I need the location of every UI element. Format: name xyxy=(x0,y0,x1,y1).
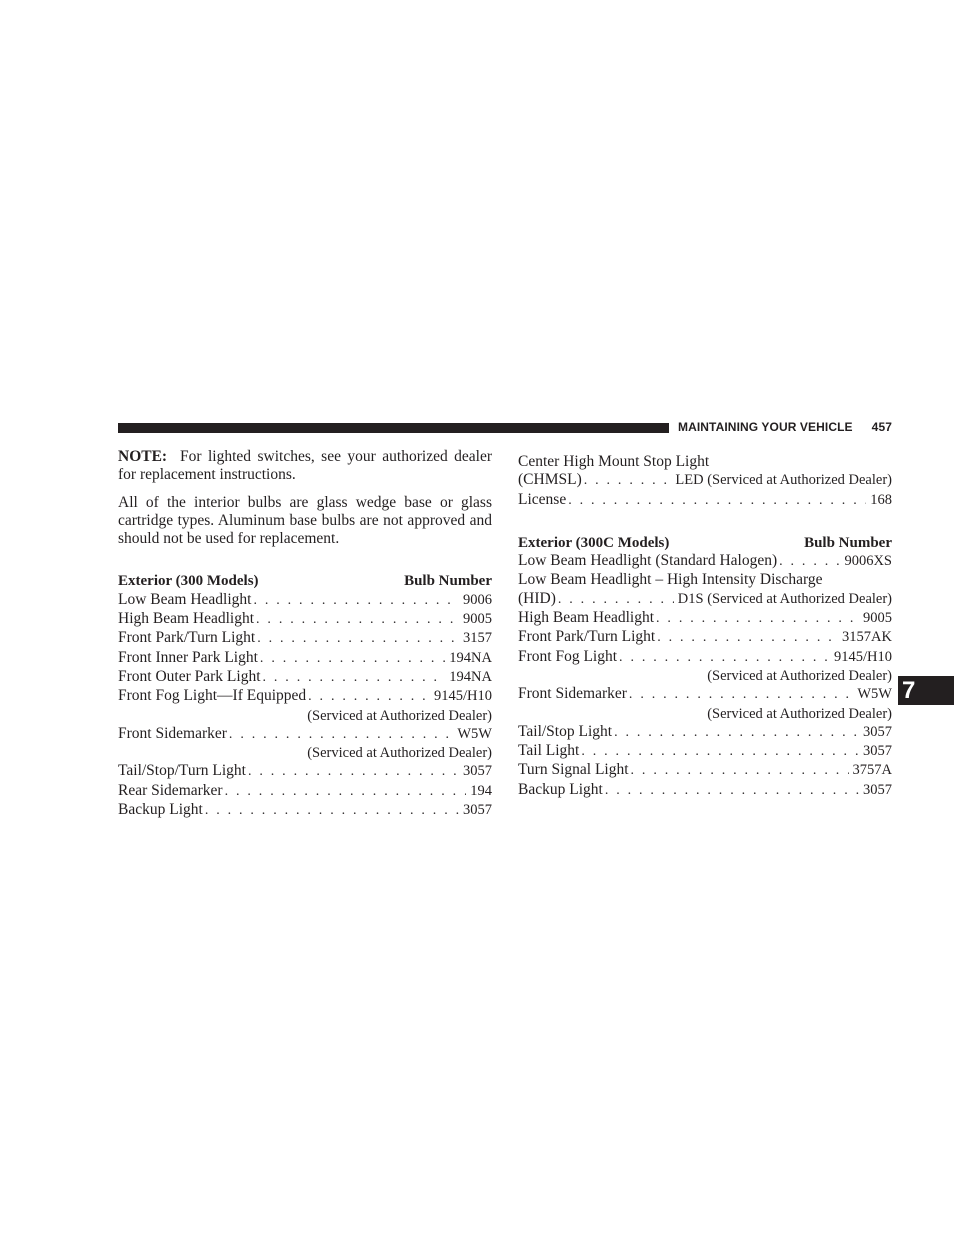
section-title: MAINTAINING YOUR VEHICLE xyxy=(678,420,853,434)
page-number: 457 xyxy=(871,420,892,434)
leader-dots xyxy=(581,743,859,761)
running-header xyxy=(678,420,892,434)
list-item xyxy=(118,668,492,687)
hid-line: Low Beam Headlight – High Intensity Discharge xyxy=(518,571,823,589)
leader-dots xyxy=(584,472,672,490)
leader-dots xyxy=(263,669,446,687)
item-label: High Beam Headlight xyxy=(118,610,255,628)
item-label: Front Sidemarker xyxy=(518,685,627,703)
list-item xyxy=(518,742,892,761)
item-label: (HID) xyxy=(518,589,556,607)
leader-dots xyxy=(568,492,866,510)
exterior-300-list xyxy=(118,591,492,821)
table-title: Exterior (300C Models) xyxy=(518,534,670,551)
leader-dots xyxy=(605,782,859,800)
item-value: D1S (Serviced at Authorized Dealer) xyxy=(677,590,892,607)
leader-dots xyxy=(253,592,459,610)
item-value: 9145/H10 xyxy=(434,688,492,705)
list-item xyxy=(118,782,492,801)
leader-dots xyxy=(205,802,459,820)
item-value: 9006 xyxy=(463,591,492,608)
leader-dots xyxy=(614,724,859,742)
item-value: 3157 xyxy=(463,630,492,647)
item-note: (Serviced at Authorized Dealer) xyxy=(707,667,892,684)
list-item xyxy=(118,629,492,648)
item-label: High Beam Headlight xyxy=(518,609,655,627)
item-label: Low Beam Headlight xyxy=(118,590,252,608)
table-title: Exterior (300 Models) xyxy=(118,573,259,590)
leader-dots xyxy=(619,649,830,667)
note-paragraph xyxy=(118,448,492,485)
item-value: 3057 xyxy=(863,723,892,740)
leader-dots xyxy=(256,611,459,629)
item-label: Front Park/Turn Light xyxy=(118,629,256,647)
item-label: Tail/Stop/Turn Light xyxy=(118,762,246,780)
item-label: Backup Light xyxy=(118,801,203,819)
item-label: Turn Signal Light xyxy=(518,761,629,779)
item-value: 9145/H10 xyxy=(834,648,892,665)
list-item xyxy=(518,471,892,490)
list-item xyxy=(518,552,892,571)
list-item xyxy=(118,649,492,668)
item-label: Backup Light xyxy=(518,780,603,798)
item-note: (Serviced at Authorized Dealer) xyxy=(707,705,892,722)
item-label: Low Beam Headlight (Standard Halogen) xyxy=(518,552,778,570)
list-item xyxy=(518,609,892,628)
header-rule xyxy=(118,423,669,433)
list-item xyxy=(518,590,892,609)
chmsl-line: Center High Mount Stop Light xyxy=(518,453,710,470)
item-value: 194NA xyxy=(449,649,492,666)
list-item xyxy=(518,628,892,647)
item-value: 194NA xyxy=(449,668,492,685)
leader-dots xyxy=(657,629,838,647)
item-value: 9005 xyxy=(463,611,492,628)
list-item xyxy=(118,762,492,781)
note-text: For lighted switches, see your authorized dealer for replacement instructions. xyxy=(118,448,493,484)
item-value: 9006XS xyxy=(844,553,892,570)
leader-dots xyxy=(308,688,430,706)
item-label: Front Park/Turn Light xyxy=(518,628,656,646)
leader-dots xyxy=(229,726,453,744)
list-item xyxy=(518,723,892,742)
leader-dots xyxy=(779,553,840,571)
leader-dots xyxy=(656,610,859,628)
table-column-header: Bulb Number xyxy=(804,534,892,551)
item-value: 168 xyxy=(870,491,892,508)
item-value: 3057 xyxy=(463,763,492,780)
list-item xyxy=(518,648,892,667)
leader-dots xyxy=(248,763,459,781)
list-item xyxy=(118,591,492,610)
list-item xyxy=(518,761,892,780)
list-item xyxy=(118,725,492,744)
item-label: Front Inner Park Light xyxy=(118,648,258,666)
item-value: 9005 xyxy=(863,610,892,627)
item-label: Front Fog Light xyxy=(518,647,618,665)
item-label: Front Fog Light—If Equipped xyxy=(118,687,307,705)
exterior-300-header xyxy=(118,572,492,590)
list-item xyxy=(118,610,492,629)
list-item xyxy=(518,781,892,800)
item-value: 3057 xyxy=(863,781,892,798)
left-column xyxy=(118,448,492,820)
bulb-type-paragraph: All of the interior bulbs are glass wedge base or glass cartridge types. Aluminum base bulbs are not approved and should not be used for replacement. xyxy=(118,493,492,548)
item-value: 194 xyxy=(470,782,492,799)
item-note: (Serviced at Authorized Dealer) xyxy=(307,707,492,724)
item-label: Front Sidemarker xyxy=(118,724,227,742)
item-value: 3057 xyxy=(863,743,892,760)
item-value: LED (Serviced at Authorized Dealer) xyxy=(675,472,892,489)
table-column-header: Bulb Number xyxy=(404,573,492,590)
exterior-300c-list xyxy=(518,609,892,800)
item-label: Front Outer Park Light xyxy=(118,667,261,685)
item-value: 3157AK xyxy=(842,629,892,646)
item-value: 3057 xyxy=(463,802,492,819)
leader-dots xyxy=(629,686,853,704)
chapter-tab[interactable]: 7 xyxy=(898,676,954,705)
leader-dots xyxy=(257,630,459,648)
item-value: W5W xyxy=(857,686,892,703)
item-label: License xyxy=(518,490,567,508)
exterior-300c-header xyxy=(518,534,892,552)
leader-dots xyxy=(225,783,467,801)
item-label: Tail Light xyxy=(518,742,580,760)
leader-dots xyxy=(558,591,674,609)
item-value: W5W xyxy=(457,725,492,742)
leader-dots xyxy=(631,762,849,780)
item-label: Rear Sidemarker xyxy=(118,781,223,799)
item-value: 3757A xyxy=(852,762,892,779)
list-item xyxy=(118,801,492,820)
item-label: (CHMSL) xyxy=(518,471,582,489)
leader-dots xyxy=(260,650,445,668)
item-label: Tail/Stop Light xyxy=(518,722,613,740)
note-label: NOTE: xyxy=(118,448,168,465)
item-note: (Serviced at Authorized Dealer) xyxy=(307,745,492,762)
list-item xyxy=(118,687,492,706)
right-column xyxy=(518,453,892,800)
list-item xyxy=(518,685,892,704)
list-item xyxy=(518,491,892,510)
